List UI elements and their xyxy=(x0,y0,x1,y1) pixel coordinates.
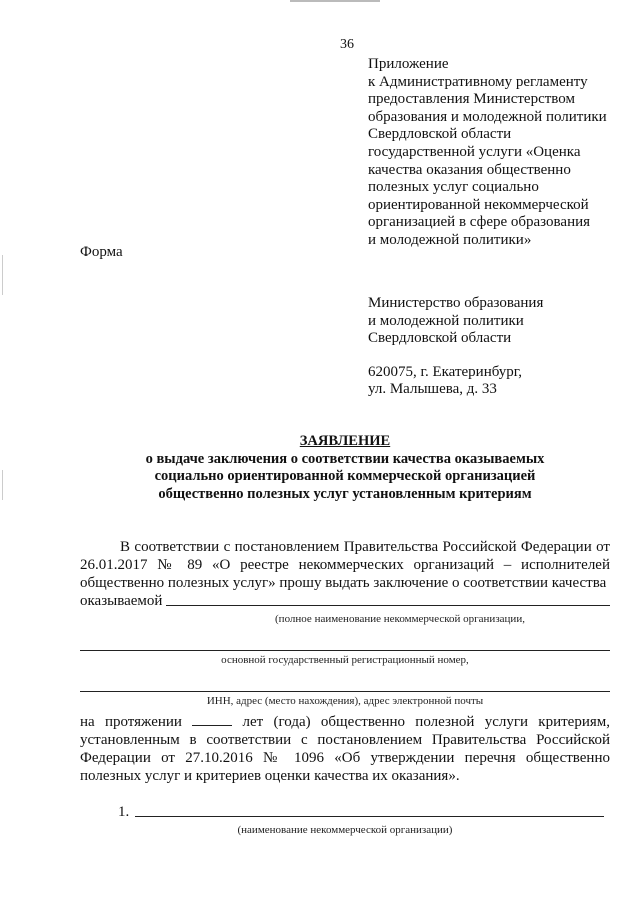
item-number: 1. xyxy=(118,804,130,820)
appendix-line: Приложение xyxy=(368,56,449,72)
appendix-line: предоставления Министерством xyxy=(368,91,575,108)
title-subline: о выдаче заключения о соответствии качества оказываемых xyxy=(145,450,545,467)
body-paragraph-1: В соответствии с постановлением Правительства Российской Федерации от 26.01.2017 № 89 «О реестре некоммерческих организаций – исполнителей общественно полезных услуг» прошу выдать заключение о соответствии качества xyxy=(80,539,610,591)
application-body xyxy=(80,538,610,710)
margin-mark xyxy=(2,470,3,500)
field-hint: основной государственный регистрационный номер, xyxy=(221,654,469,666)
margin-mark xyxy=(2,255,3,295)
appendix-line: государственной услуги «Оценка xyxy=(368,143,581,160)
body-paragraph-2-rest: лет (года) общественно полезной услуги критериям, установленным в соответствии с постановлением Правительства Российской Федерации от 27.10.2016 № 1096 «Об утверждении перечня общественно полезных услуг и критериев оценки качества их оказания». xyxy=(80,714,610,784)
appendix-line: полезных услуг социально xyxy=(368,179,539,196)
title-main: ЗАЯВЛЕНИЕ xyxy=(299,433,391,449)
addressee-line: Свердловской области xyxy=(368,330,512,347)
appendix-line: и молодежной политики» xyxy=(368,231,532,248)
appendix-line: организацией в сфере образования xyxy=(368,214,591,231)
title-subline: общественно полезных услуг установленным критериям xyxy=(158,485,532,502)
document-title xyxy=(80,433,610,503)
application-body-continued xyxy=(80,713,610,839)
appendix-line: качества оказания общественно xyxy=(368,161,571,178)
appendix-line: к Административному регламенту xyxy=(368,73,588,90)
appendix-line: Свердловской области xyxy=(368,126,512,143)
appendix-block xyxy=(368,56,636,250)
appendix-line: ориентированной некоммерческой xyxy=(368,196,589,213)
years-field[interactable] xyxy=(192,713,232,726)
field-hint: (наименование некоммерческой организации) xyxy=(237,824,453,836)
addressee-line: и молодежной политики xyxy=(368,312,524,329)
body-paragraph-1-tail: оказываемой xyxy=(80,593,163,609)
body-paragraph-2-start: на протяжении xyxy=(80,714,182,730)
organization-item-field[interactable] xyxy=(135,816,604,817)
addressee-line: Министерство образования xyxy=(368,295,544,311)
field-hint: ИНН, адрес (место нахождения), адрес электронной почты xyxy=(206,695,484,707)
field-hint: (полное наименование некоммерческой организации, xyxy=(275,613,525,625)
address-line: 620075, г. Екатеринбург, xyxy=(368,363,522,380)
addressee-block xyxy=(368,295,543,399)
appendix-line: образования и молодежной политики xyxy=(368,108,607,125)
page-number: 36 xyxy=(340,37,354,52)
form-label: Форма xyxy=(80,244,123,260)
organization-name-field[interactable] xyxy=(166,605,610,606)
top-edge-mark xyxy=(290,0,380,2)
title-subline: социально ориентированной коммерческой организацией xyxy=(154,468,536,485)
address-line: ул. Малышева, д. 33 xyxy=(368,381,497,398)
